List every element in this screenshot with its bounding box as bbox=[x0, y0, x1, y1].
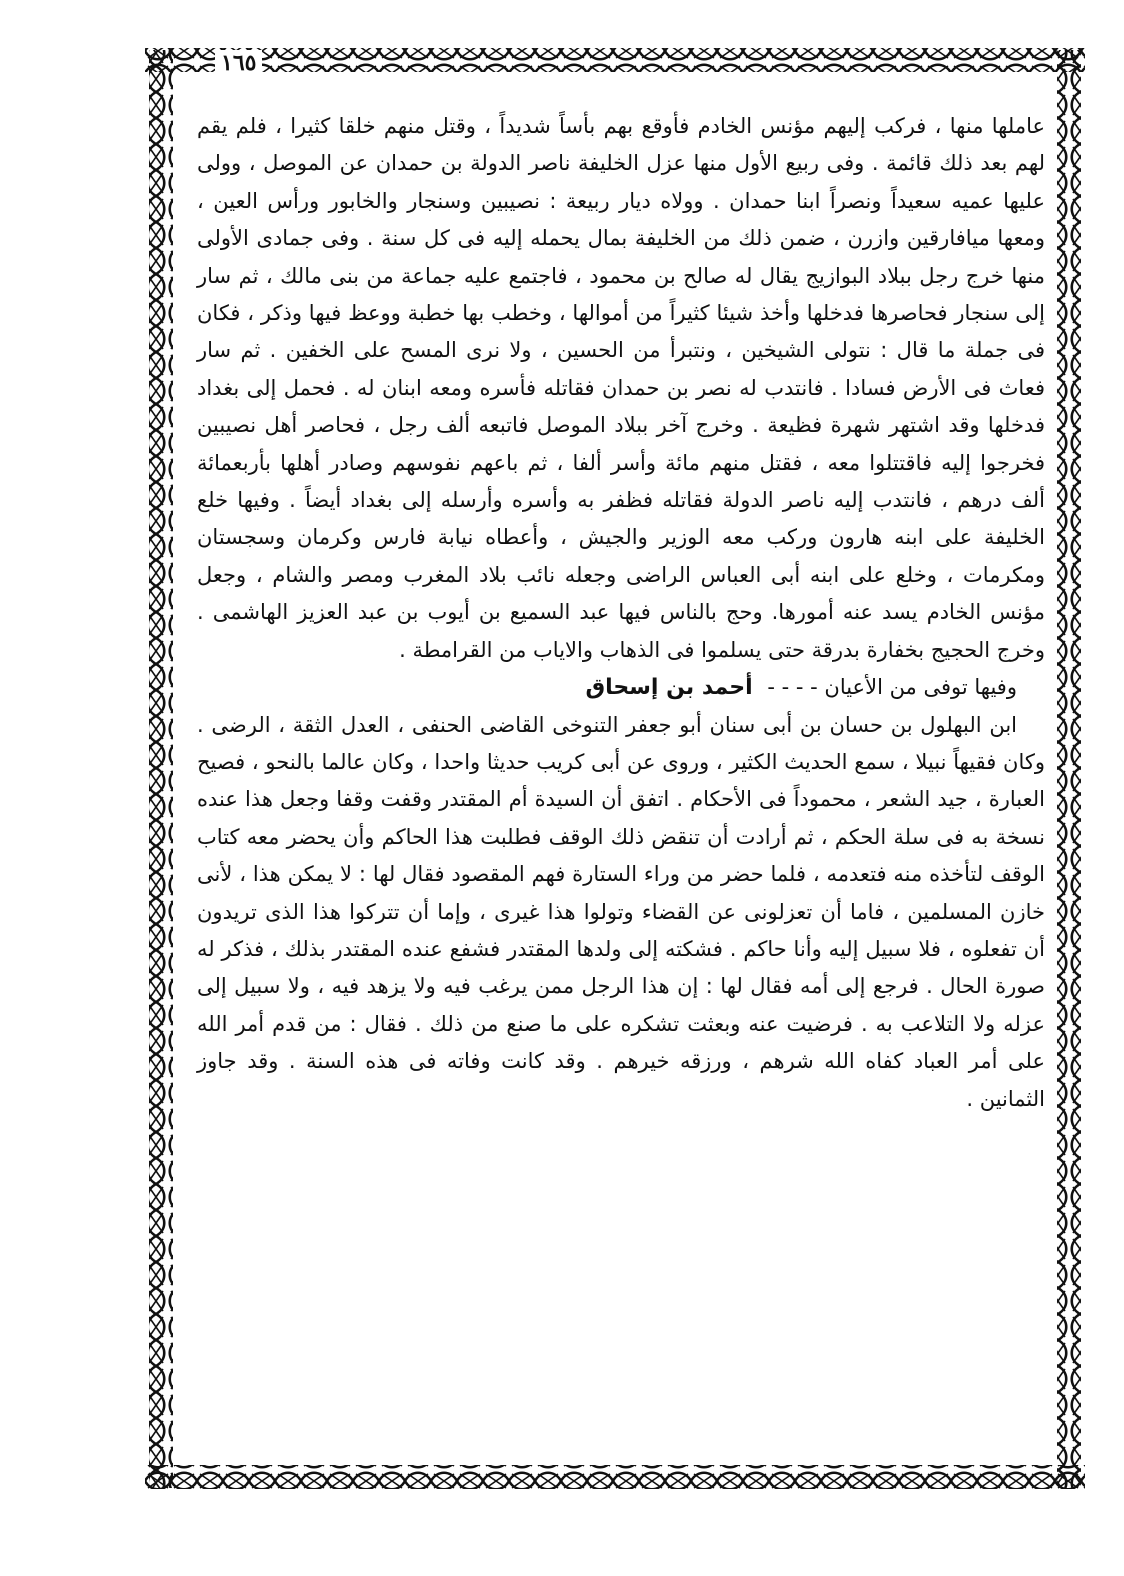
obituary-heading-name: أحمد بن إسحاق bbox=[585, 675, 753, 701]
body-text bbox=[197, 108, 1045, 1468]
page-number: ١٦٥ bbox=[215, 50, 262, 76]
paragraph-2: ابن البهلول بن حسان بن أبى سنان أبو جعفر التنوخى القاضى الحنفى ، العدل الثقة ، الرضى . وكان فقيهاً نبيلا ، سمع الحديث الكثير ، وروى عن أبى كريب حديثا واحدا ، وكان عالما بالنحو ، فصيح العبارة ، جيد الشعر ، محموداً فى الأحكام . اتفق أن السيدة أم المقتدر وقفت وقفا وجعل هذا عنده نسخة به فى سلة الحكم ، ثم أرادت أن تنقض ذلك الوقف فطلبت هذا الحاكم وأن يحضر معه كتاب الوقف لتأخذه منه فتعدمه ، فلما حضر من وراء الستارة فهم المقصود فقال لها : لا يمكن هذا ، لأنى خازن المسلمين ، فاما أن تعزلونى عن القضاء وتولوا هذا غيرى ، وإما أن تتركوا هذا الذى تريدون أن تفعلوه ، فلا سبيل إليه وأنا حاكم . فشكته إلى ولدها المقتدر فشفع عنده المقتدر بذلك ، فذكر له صورة الحال . فرجع إلى أمه فقال لها : إن هذا الرجل ممن يرغب فيه ولا يزهد فيه ، ولا سبيل إلى عزله ولا التلاعب به . فرضيت عنه وبعثت تشكره على ما صنع من ذلك . فقال : من قدم أمر الله على أمر العباد كفاه الله شرهم ، ورزقه خيرهم . وقد كانت وفاته فى هذه السنة . وقد جاوز الثمانين . bbox=[197, 712, 1045, 1111]
obituary-heading bbox=[197, 669, 1045, 706]
paragraph-1: عاملها منها ، فركب إليهم مؤنس الخادم فأوقع بهم بأساً شديداً ، وقتل منهم خلقا كثيرا ، فلم يقم لهم بعد ذلك قائمة . وفى ربيع الأول منها عزل الخليفة ناصر الدولة بن حمدان عن الموصل ، وولى عليها عميه سعيداً ونصراً ابنا حمدان . وولاه ديار ربيعة : نصيبين وسنجار والخابور ورأس العين ، ومعها ميافارقين وازرن ، ضمن ذلك من الخليفة بمال يحمله إليه فى كل سنة . وفى جمادى الأولى منها خرج رجل ببلاد البوازيج يقال له صالح بن محمود ، فاجتمع عليه جماعة من بنى مالك ، ثم سار إلى سنجار فحاصرها فدخلها وأخذ شيئا كثيراً من أموالها ، وخطب بها خطبة ووعظ فيها وذكر ، فكان فى جملة ما قال : نتولى الشيخين ، ونتبرأ من الحسين ، ولا نرى المسح على الخفين . ثم سار فعاث فى الأرض فسادا . فانتدب له نصر بن حمدان فقاتله فأسره ومعه ابنان له . فحمل إلى بغداد فدخلها وقد اشتهر شهرة فظيعة . وخرج آخر ببلاد الموصل فاتبعه ألف رجل ، فحاصر أهل نصيبين فخرجوا إليه فاقتتلوا معه ، فقتل منهم مائة وأسر ألفا ، ثم باعهم نفوسهم وصادر أهلها بأربعمائة ألف درهم ، فانتدب إليه ناصر الدولة فقاتله فظفر به وأسره وأرسله إلى بغداد أيضاً . وفيها خلع الخليفة على ابنه هارون وركب معه الوزير والجيش ، وأعطاه نيابة فارس وكرمان وسجستان ومكرمات ، وخلع على ابنه أبى العباس الراضى وجعله نائب بلاد المغرب ومصر والشام ، وجعل مؤنس الخادم يسد عنه أمورها. وحج بالناس فيها عبد السميع بن أيوب بن عبد العزيز الهاشمى . وخرج الحجيج بخفارة بدرقة حتى يسلموا فى الذهاب والاياب من القرامطة . bbox=[197, 114, 1045, 662]
obituary-heading-lead: وفيها توفى من الأعيان - - - - bbox=[767, 675, 1017, 700]
page-frame bbox=[145, 40, 1085, 1495]
